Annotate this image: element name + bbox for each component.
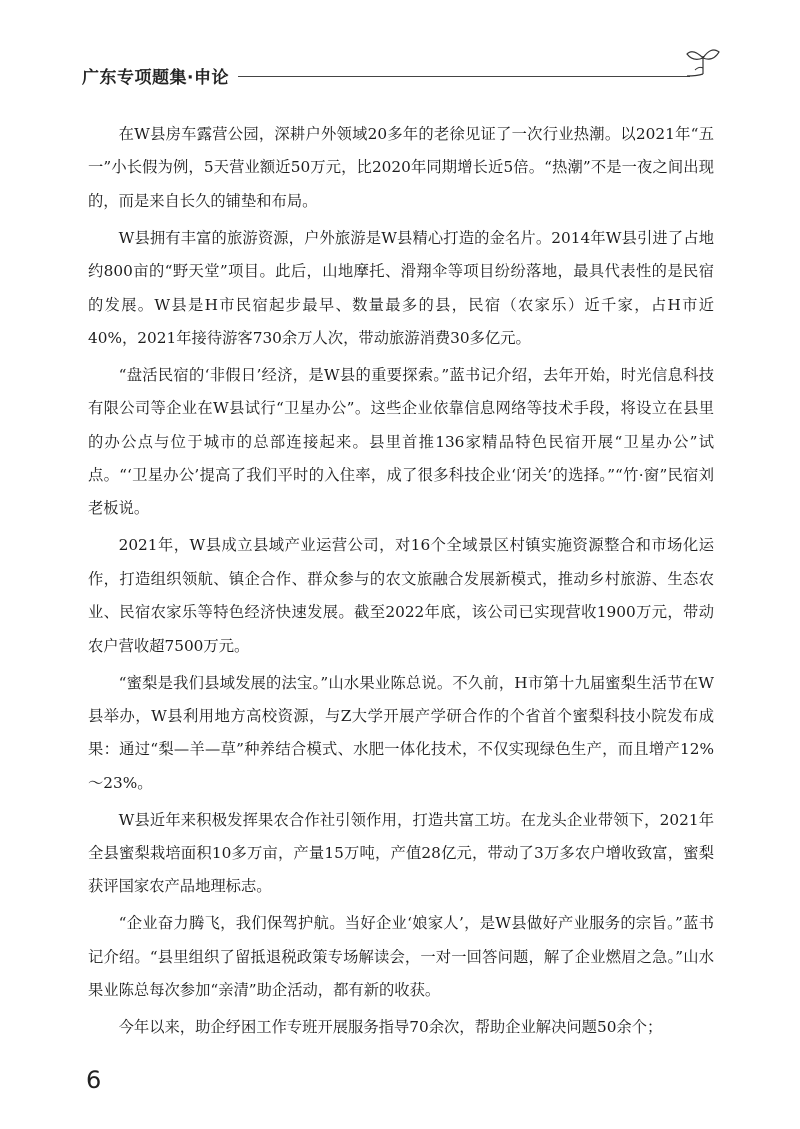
paragraph: 2021年，W县成立县域产业运营公司，对16个全域景区村镇实施资源整合和市场化运作，打造组织领航、镇企合作、群众参与的农文旅融合发展新模式，推动乡村旅游、生态农业、民宿农家乐等特色经济快速发展。截至2022年底，该公司已实现营收1900万元，带动农户营收超7500万元。	[88, 536, 714, 655]
article-body	[88, 118, 714, 1048]
paragraph: 今年以来，助企纾困工作专班开展服务指导70余次，帮助企业解决问题50余个；	[118, 1018, 663, 1037]
page-number: 6	[86, 1066, 102, 1094]
page-header	[0, 0, 800, 100]
paragraph: W县近年来积极发挥果农合作社引领作用，打造共富工坊。在龙头企业带领下，2021年全县蜜梨栽培面积10多万亩，产量15万吨，产值28亿元，带动了3万多农户增收致富，蜜梨获评国家农产品地理标志。	[88, 810, 714, 896]
paragraph: 在W县房车露营公园，深耕户外领域20多年的老徐见证了一次行业热潮。以2021年“五一”小长假为例，5天营业额近50万元，比2020年同期增长近5倍。“热潮”不是一夜之间出现的，而是来自长久的铺垫和布局。	[88, 125, 714, 210]
paragraph: “企业奋力腾飞，我们保驾护航。当好企业‘娘家人’，是W县做好产业服务的宗旨。”蓝书记介绍。“县里组织了留抵退税政策专场解读会，一对一回答问题，解了企业燃眉之急。”山水果业陈总每次参加“亲清”助企活动，都有新的收获。	[88, 914, 714, 1000]
paragraph: “盘活民宿的‘非假日’经济，是W县的重要探索。”蓝书记介绍，去年开始，时光信息科技有限公司等企业在W县试行“卫星办公”。这些企业依靠信息网络等技术手段，将设立在县里的办公点与位于城市的总部连接起来。县里首推136家精品特色民宿开展“卫星办公”试点。“‘卫星办公’提高了我们平时的入住率，成了很多科技企业‘闭关’的选择。”“竹·窗”民宿刘老板说。	[88, 365, 714, 518]
header-rule	[238, 76, 690, 77]
paragraph: “蜜梨是我们县域发展的法宝。”山水果业陈总说。不久前，H市第十九届蜜梨生活节在W县举办，W县利用地方高校资源，与Z大学开展产学研合作的个省首个蜜梨科技小院发布成果：通过“梨—羊—草”种养结合模式、水肥一体化技术，不仅实现绿色生产，而且增产12%～23%。	[88, 673, 714, 792]
sprout-icon	[683, 44, 723, 86]
paragraph: W县拥有丰富的旅游资源，户外旅游是W县精心打造的金名片。2014年W县引进了占地约800亩的“野天堂”项目。此后，山地摩托、滑翔伞等项目纷纷落地，最具代表性的是民宿的发展。W县是H市民宿起步最早、数量最多的县，民宿（农家乐）近千家，占H市近40%，2021年接待游客730余万人次，带动旅游消费30多亿元。	[88, 228, 714, 347]
book-title: 广东专项题集·申论	[82, 68, 229, 88]
